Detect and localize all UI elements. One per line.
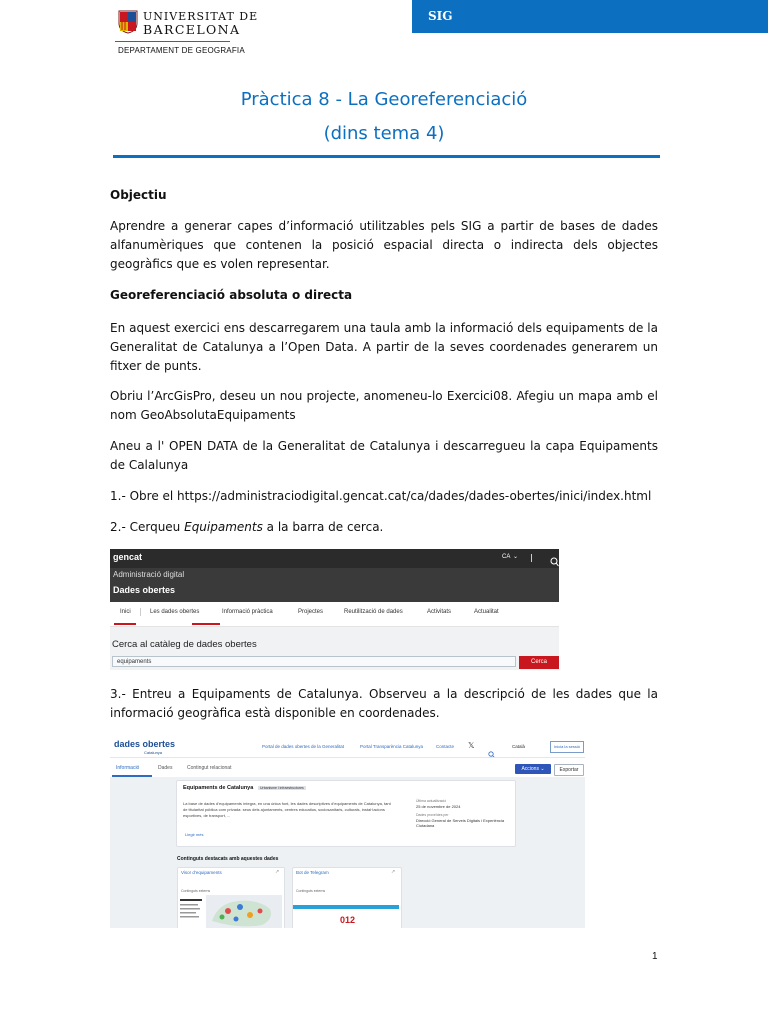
nav-hover-indicator <box>192 623 220 625</box>
step-1: 1.- Obre el https://administraciodigital.gencat.cat/ca/dades/dades-obertes/inici/index.html <box>110 489 652 503</box>
login-button[interactable]: Inicia la sessió <box>550 741 584 753</box>
tab-dades[interactable]: Dades <box>158 765 173 771</box>
gencat-breadcrumb[interactable]: Administració digital <box>113 570 185 579</box>
telegram-banner <box>293 905 399 909</box>
card-visor-title[interactable]: Visor d’equipaments <box>181 870 222 875</box>
accions-button-label: Accions <box>521 766 539 772</box>
topbar-divider <box>531 554 532 562</box>
nav-item-les-dades-obertes[interactable]: Les dades obertes <box>150 609 200 615</box>
nav-item-actualitat[interactable]: Actualitat <box>474 609 499 615</box>
step-3: 3.- Entreu a Equipaments de Catalunya. Observeu a la descripció de les dades que la informació geogràfica està disponible en coordenades. <box>110 687 658 720</box>
nav-item-reutilitzacio[interactable]: Reutilització de dades <box>344 609 403 615</box>
gencat-screenshot <box>110 549 559 670</box>
header-divider <box>110 757 585 758</box>
gencat-search-button[interactable]: Cerca <box>519 656 559 669</box>
provided-label: Dades proveïdes per <box>416 813 449 817</box>
tab-contingut-relacionat[interactable]: Contingut relacionat <box>187 765 232 771</box>
external-link-icon[interactable]: ↗ <box>275 869 280 875</box>
gencat-section-title: Dades obertes <box>113 585 176 595</box>
step-2-pre: 2.- Cerqueu <box>110 520 185 534</box>
title-divider <box>113 155 660 158</box>
step-2 <box>110 518 658 537</box>
nav-item-informacio-practica[interactable]: Informació pràctica <box>222 609 273 615</box>
link-portal-transparencia[interactable]: Portal Transparència Catalunya <box>360 744 424 749</box>
external-link-icon[interactable]: ↗ <box>391 869 396 875</box>
objectiu-paragraph: Aprendre a generar capes d’informació utilitzables pels SIG a partir de bases de dades alfanumèriques que contenen la posició espacial directa o indirecta dels objectes geogràfics que es volen representar. <box>110 219 658 271</box>
gencat-logo: gencat <box>113 552 143 562</box>
intro-paragraph: En aquest exercici ens descarregarem una taula amb la informació dels equipaments de la Generalitat de Catalunya a l’Open Data. A partir de la seves coordenades generarem un fitxer de punts. <box>110 321 658 373</box>
dataset-title: Equipaments de Catalunya <box>183 785 254 791</box>
featured-heading: Continguts destacats amb aquestes dades <box>177 856 279 862</box>
dataset-screenshot <box>110 735 585 928</box>
page-title-line2: (dins tema 4) <box>323 123 445 144</box>
language-select[interactable]: Català <box>512 744 526 749</box>
georeferenciacio-heading: Georeferenciació absoluta o directa <box>110 288 353 302</box>
link-contacte[interactable]: Contacte <box>436 744 455 749</box>
gencat-search-input[interactable]: equipaments <box>112 656 516 667</box>
page-number: 1 <box>652 951 658 962</box>
card-telegram-sub: Continguts externs <box>296 889 326 893</box>
dades-obertes-logo[interactable]: dades obertes <box>114 739 176 749</box>
university-name-line1: UNIVERSITAT DE <box>143 10 259 23</box>
page-title-line1: Pràctica 8 - La Georeferenciació <box>240 89 528 110</box>
open-data-paragraph: Aneu a l' OPEN DATA de la Generalitat de Catalunya i descarregueu la capa Equipaments de Calalunya <box>110 439 658 472</box>
read-more-link[interactable]: Llegir més <box>185 832 204 837</box>
dades-obertes-logo-sub: Catalunya <box>144 750 163 755</box>
card-visor-sub: Continguts externs <box>181 889 211 893</box>
dataset-category-badge: Urbanisme i infraestructures <box>260 786 304 790</box>
nav-divider <box>140 608 141 616</box>
university-shield-icon <box>118 10 138 34</box>
exportar-button[interactable]: Exportar <box>554 764 584 776</box>
dataset-description: La base de dades d’equipaments íntegra, en una única font, les dades descriptives d’equipaments de Catalunya, tant de titularitat pública com privada: seus dels ajuntaments, centres educatius, sociosanitaris, culturals, instal·lacions esportives, de transport, ... <box>183 801 391 818</box>
tab-informacio[interactable]: Informació <box>116 765 140 771</box>
chevron-down-icon[interactable]: ⌄ <box>513 554 519 560</box>
nav-item-inici[interactable]: Inici <box>120 609 131 615</box>
nav-item-activitats[interactable]: Activitats <box>427 609 452 615</box>
step-2-em: Equipaments <box>184 520 263 534</box>
accions-button[interactable]: Accions ⌄ <box>515 764 551 774</box>
department-name: DEPARTAMENT DE GEOGRAFIA <box>118 46 245 55</box>
updated-value: 25 de novembre de 2024 <box>416 804 461 809</box>
gencat-search-title: Cerca al catàleg de dades obertes <box>112 639 257 650</box>
logo-divider <box>115 41 230 42</box>
objectiu-heading: Objectiu <box>110 188 167 202</box>
card-012-logo: 012 <box>340 915 356 925</box>
card-telegram-title[interactable]: Bot de Telegram <box>296 870 329 875</box>
step-2-post: a la barra de cerca. <box>262 520 384 534</box>
map-thumbnail <box>178 895 282 928</box>
university-name-line2: BARCELONA <box>143 22 241 37</box>
x-social-icon[interactable]: 𝕏 <box>468 741 475 750</box>
arcgis-paragraph: Obriu l’ArcGisPro, deseu un nou projecte, anomeneu-lo Exercici08. Afegiu un mapa amb el nom GeoAbsolutaEquipaments <box>110 389 658 422</box>
search-icon[interactable] <box>488 743 495 762</box>
sig-header-bar <box>412 0 768 33</box>
nav-active-indicator <box>114 623 136 625</box>
provided-value: Direcció General de Serveis Digitals i Experiència Ciutadana <box>416 818 505 828</box>
updated-label: Última actualització <box>416 799 447 803</box>
nav-item-projectes[interactable]: Projectes <box>298 609 324 615</box>
gencat-topbar <box>110 549 559 568</box>
link-portal-dades[interactable]: Portal de dades obertes de la Generalitat <box>262 744 345 749</box>
sig-tag: SIG <box>428 9 453 23</box>
gencat-lang[interactable]: CA <box>502 554 511 560</box>
